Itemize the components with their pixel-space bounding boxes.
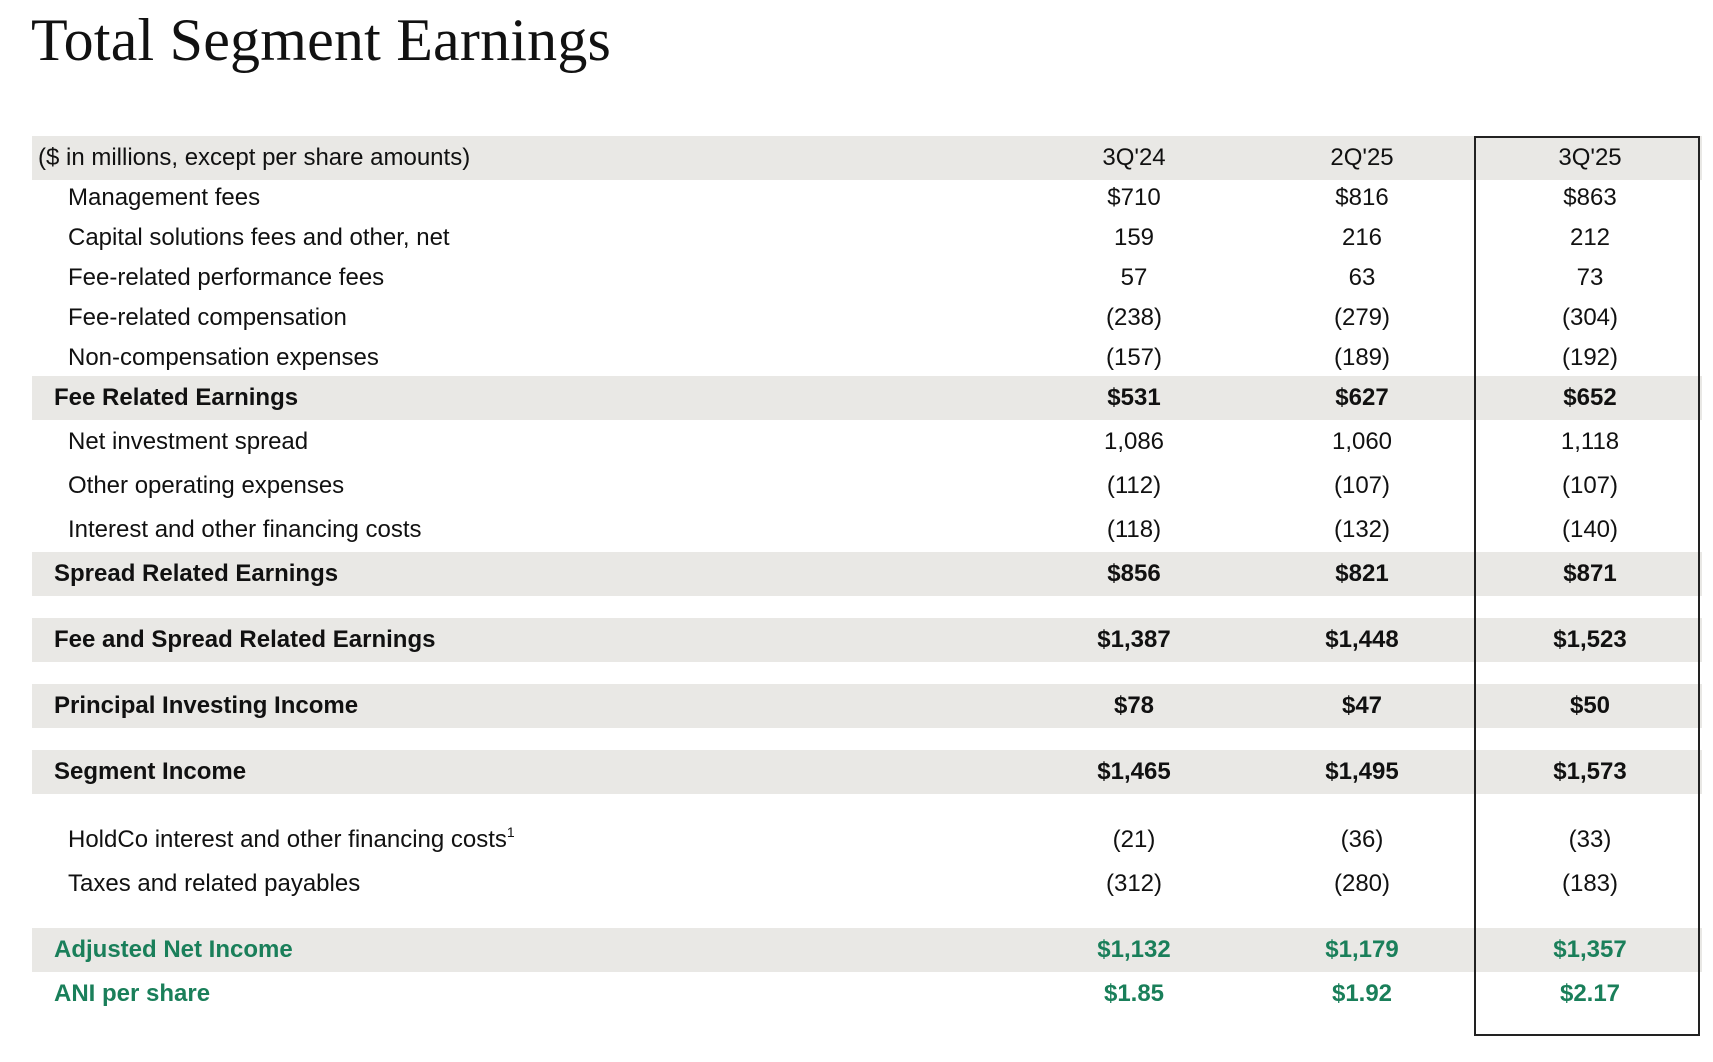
row-value: (157)	[1105, 344, 1163, 371]
row-label: Management fees	[68, 184, 261, 211]
row-label: ANI per share	[54, 980, 211, 1007]
row-value: $47	[1341, 692, 1383, 719]
subtotal-row-pii	[32, 684, 1702, 728]
row-label: Taxes and related payables	[68, 870, 361, 897]
row-label-text: HoldCo interest and other financing costs	[68, 826, 507, 853]
table-row	[32, 464, 1702, 508]
table-row	[32, 420, 1702, 464]
row-label: Principal Investing Income	[54, 692, 359, 719]
row-label: Capital solutions fees and other, net	[68, 224, 450, 251]
row-value: (118)	[1106, 516, 1162, 543]
row-label	[68, 818, 515, 862]
row-label: Fee Related Earnings	[54, 384, 299, 411]
row-value: 1,118	[1560, 428, 1620, 455]
row-value: $2.17	[1559, 980, 1621, 1007]
row-label: Other operating expenses	[68, 472, 345, 499]
row-value: 1,086	[1103, 428, 1165, 455]
row-value: (107)	[1333, 472, 1391, 499]
column-header-3q25: 3Q'25	[1558, 144, 1622, 171]
table-row	[32, 216, 1702, 260]
table-row	[32, 862, 1702, 906]
row-value: (280)	[1333, 870, 1391, 897]
earnings-table	[32, 136, 1702, 1036]
row-value: $1,573	[1553, 758, 1627, 785]
row-value: $1,387	[1097, 626, 1171, 653]
row-value: $1,132	[1097, 936, 1171, 963]
row-value: (140)	[1561, 516, 1619, 543]
row-label: Net investment spread	[68, 428, 309, 455]
table-header-row	[32, 136, 1702, 180]
row-value: (107)	[1561, 472, 1619, 499]
row-value: 159	[1113, 224, 1155, 251]
column-header-3q24: 3Q'24	[1102, 144, 1166, 171]
row-value: $1,523	[1553, 626, 1627, 653]
subtotal-row-fre	[32, 376, 1702, 420]
row-value: $1.92	[1331, 980, 1393, 1007]
row-value: 57	[1120, 264, 1148, 291]
total-row-ani-per-share	[32, 972, 1702, 1016]
table-row	[32, 508, 1702, 552]
table-row	[32, 256, 1702, 300]
row-value: $50	[1569, 692, 1611, 719]
row-value: $1,495	[1325, 758, 1399, 785]
row-value: $1,357	[1553, 936, 1627, 963]
row-value: $863	[1563, 184, 1617, 211]
row-value: 1,060	[1331, 428, 1393, 455]
row-value: $627	[1335, 384, 1389, 411]
row-value: $1,179	[1325, 936, 1399, 963]
row-value: (132)	[1333, 516, 1391, 543]
subtotal-row-sre	[32, 552, 1702, 596]
row-label: Non-compensation expenses	[68, 344, 379, 371]
row-label: Fee-related compensation	[68, 304, 347, 331]
row-value: $1,448	[1325, 626, 1399, 653]
row-label: Fee-related performance fees	[68, 264, 385, 291]
table-row	[32, 176, 1702, 220]
page-title: Total Segment Earnings	[31, 7, 612, 73]
row-label: Interest and other financing costs	[68, 516, 422, 543]
row-value: $821	[1335, 560, 1389, 587]
row-value: $1.85	[1103, 980, 1165, 1007]
row-value: (36)	[1340, 826, 1384, 853]
row-value: $856	[1107, 560, 1161, 587]
row-value: (304)	[1561, 304, 1619, 331]
row-value: 73	[1576, 264, 1604, 291]
row-value: $1,465	[1097, 758, 1171, 785]
row-value: (238)	[1105, 304, 1163, 331]
row-value: (33)	[1568, 826, 1612, 853]
table-row	[32, 336, 1702, 380]
row-label: Adjusted Net Income	[54, 936, 293, 963]
row-label: Spread Related Earnings	[54, 560, 339, 587]
row-value: (21)	[1112, 826, 1156, 853]
footnote-marker: 1	[506, 824, 515, 840]
subtotal-row-fsre	[32, 618, 1702, 662]
row-value: (312)	[1105, 870, 1163, 897]
row-label: Segment Income	[54, 758, 247, 785]
subtotal-row-segment-income	[32, 750, 1702, 794]
total-row-ani	[32, 928, 1702, 972]
row-value: (192)	[1561, 344, 1619, 371]
row-value: 216	[1341, 224, 1383, 251]
row-value: 63	[1348, 264, 1376, 291]
row-value: 212	[1569, 224, 1611, 251]
row-value: $871	[1563, 560, 1617, 587]
row-value: (112)	[1106, 472, 1162, 499]
row-value: (189)	[1333, 344, 1391, 371]
row-value: (183)	[1561, 870, 1619, 897]
table-row	[32, 818, 1702, 862]
row-label: Fee and Spread Related Earnings	[54, 626, 436, 653]
row-value: $652	[1563, 384, 1617, 411]
row-value: $710	[1107, 184, 1161, 211]
row-value: $78	[1113, 692, 1155, 719]
table-row	[32, 296, 1702, 340]
row-value: (279)	[1333, 304, 1391, 331]
row-value: $816	[1335, 184, 1389, 211]
row-value: $531	[1107, 384, 1161, 411]
column-header-2q25: 2Q'25	[1330, 144, 1394, 171]
units-label: ($ in millions, except per share amounts)	[38, 144, 471, 171]
